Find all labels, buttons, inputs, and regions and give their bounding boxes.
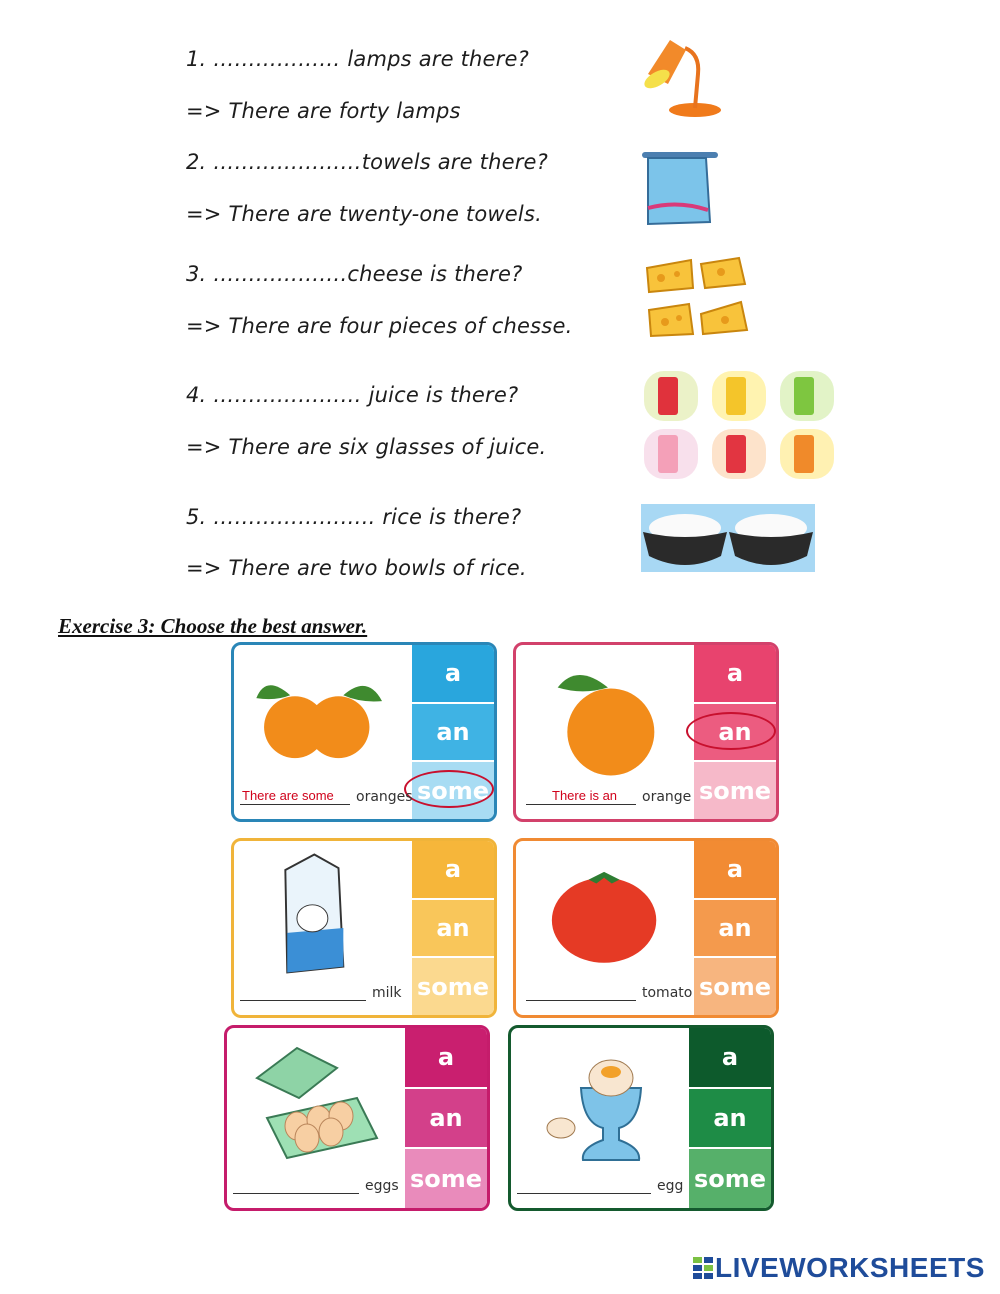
question-1: 1. ……………… lamps are there? [186,47,529,71]
option-an[interactable] [694,704,776,763]
option-a[interactable]: a [405,1028,487,1089]
answer-5: => There are two bowls of rice. [186,556,527,580]
noun-label: oranges [356,789,413,805]
answer-fill: There are some [242,788,334,803]
option-an[interactable]: an [405,1089,487,1150]
answer-2: => There are twenty-one towels. [186,202,542,226]
noun-label: milk [372,985,402,1001]
answer-fill: There is an [552,788,618,803]
card-egg [508,1025,774,1211]
answer-circle [686,712,776,750]
answer-blank [233,1177,399,1194]
card-milk [231,838,497,1018]
option-an[interactable]: an [694,900,776,959]
answer-line[interactable] [526,788,636,805]
option-some[interactable]: some [412,958,494,1015]
answer-blank [526,984,692,1001]
option-some[interactable]: some [694,958,776,1015]
question-3: 3. ……………….cheese is there? [186,262,523,286]
question-2: 2. …………………towels are there? [186,150,548,174]
option-a[interactable]: a [694,841,776,900]
answer-line[interactable] [517,1177,651,1194]
question-5: 5. ………………….. rice is there? [186,505,522,529]
towel-image [640,150,720,228]
option-an[interactable]: an [412,704,494,763]
card-orange [513,642,779,822]
card-oranges [231,642,497,822]
option-an[interactable]: an [412,900,494,959]
option-a[interactable]: a [412,645,494,704]
option-some[interactable]: some [689,1149,771,1208]
liveworksheets-logo [693,1252,985,1284]
card-eggs [224,1025,490,1211]
option-a[interactable]: a [689,1028,771,1089]
question-4: 4. ………………… juice is there? [186,383,519,407]
answer-line[interactable] [240,984,366,1001]
juice-image [640,367,842,483]
option-an-label: an [718,718,752,746]
lamp-image [640,34,730,124]
liveworksheets-logo-text: LIVEWORKSHEETS [715,1252,985,1283]
answer-1: => There are forty lamps [186,99,461,123]
noun-label: tomato [642,985,693,1001]
answer-line[interactable] [233,1177,359,1194]
answer-4: => There are six glasses of juice. [186,435,547,459]
option-a[interactable]: a [412,841,494,900]
noun-label: eggs [365,1178,399,1194]
option-some[interactable] [412,762,494,819]
noun-label: orange [642,789,692,805]
option-some-label: some [416,776,490,805]
option-an[interactable]: an [689,1089,771,1150]
exercise-3-title: Exercise 3: Choose the best answer. [58,614,368,638]
rice-image [641,504,815,572]
liveworksheets-logo-icon [693,1255,715,1281]
card-tomato [513,838,779,1018]
option-some[interactable]: some [405,1149,487,1208]
answer-blank [240,984,402,1001]
answer-blank [240,788,413,805]
answer-3: => There are four pieces of chesse. [186,314,573,338]
option-some[interactable]: some [694,762,776,819]
answer-line[interactable] [240,788,350,805]
cheese-image [643,254,751,338]
answer-blank [526,788,691,805]
answer-blank [517,1177,683,1194]
answer-line[interactable] [526,984,636,1001]
noun-label: egg [657,1178,684,1194]
option-a[interactable]: a [694,645,776,704]
